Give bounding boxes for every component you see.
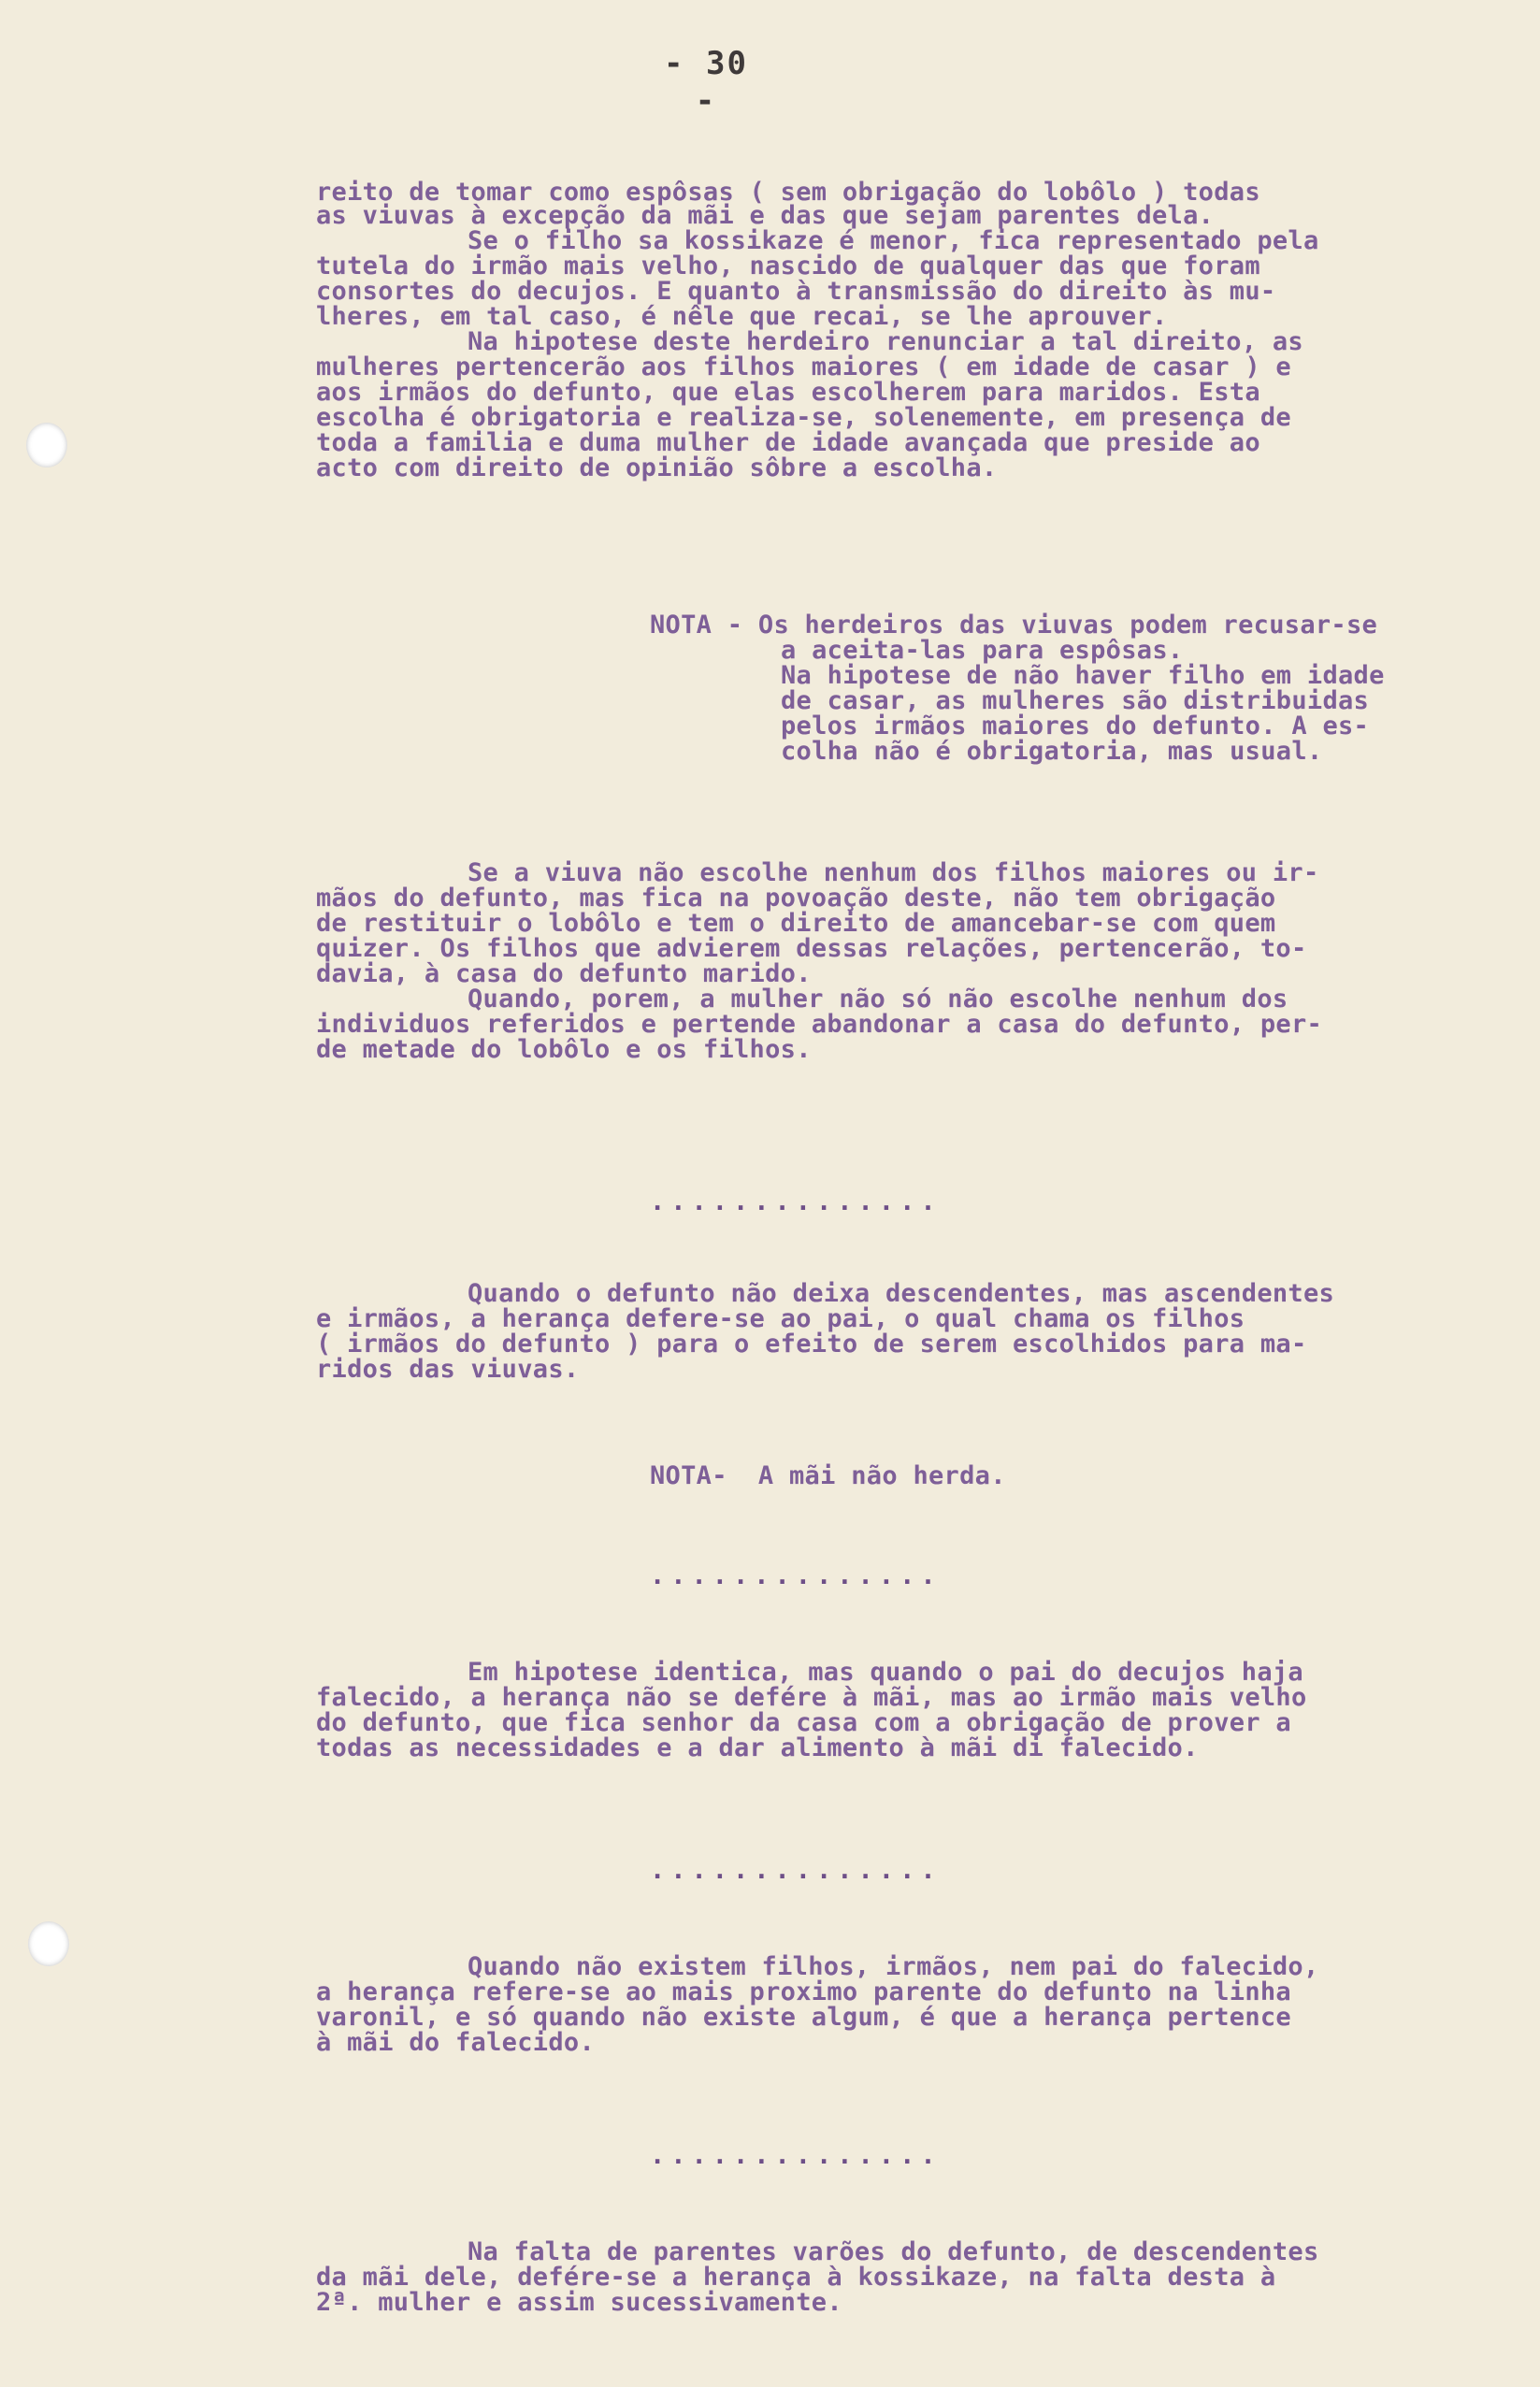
text-line: Quando o defunto não deixa descendentes, mas ascendentes <box>468 1279 1335 1308</box>
note-line: colha não é obrigatoria, mas usual. <box>781 737 1323 766</box>
text-line: Quando, porem, a mulher não só não escolhe nenhum dos <box>468 985 1288 1014</box>
note-line: pelos irmãos maiores do defunto. A es- <box>781 712 1370 741</box>
text-line: lheres, em tal caso, é nêle que recai, se lhe aprouver. <box>316 302 1168 331</box>
text-line: Quando não existem filhos, irmãos, nem pai do falecido, <box>468 1952 1319 1981</box>
text-line: davia, à casa do defunto marido. <box>316 959 812 988</box>
text-line: do defunto, que fica senhor da casa com a obrigação de prover a <box>316 1708 1291 1737</box>
text-line: consortes do decujos. E quanto à transmissão do direito às mu- <box>316 277 1276 306</box>
text-line: ridos das viuvas. <box>316 1355 580 1384</box>
text-line: mulheres pertencerão aos filhos maiores ( em idade de casar ) e <box>316 352 1291 381</box>
text-line: Se a viuva não escolhe nenhum dos filhos maiores ou ir- <box>468 858 1319 887</box>
text-line: Na hipotese deste herdeiro renunciar a tal direito, as <box>468 327 1303 356</box>
text-line: a herança refere-se ao mais proximo parente do defunto na linha <box>316 1977 1291 2006</box>
note-line: NOTA - Os herdeiros das viuvas podem recusar-se <box>650 611 1378 640</box>
text-line: varonil, e só quando não existe algum, é que a herança pertence <box>316 2003 1291 2032</box>
note-line: Na hipotese de não haver filho em idade <box>781 661 1385 690</box>
text-line: todas as necessidades e a dar alimento à mãi di falecido. <box>316 1733 1199 1762</box>
text-line: quizer. Os filhos que advierem dessas relações, pertencerão, to- <box>316 934 1307 963</box>
text-line: escolha é obrigatoria e realiza-se, solenemente, em presença de <box>316 403 1291 432</box>
text-line: acto com direito de opinião sôbre a escolha. <box>316 453 998 482</box>
text-line: falecido, a herança não se defére à mãi, mas ao irmão mais velho <box>316 1683 1307 1712</box>
separator-dots: .............. <box>650 1856 942 1885</box>
text-line: e irmãos, a herança defere-se ao pai, o qual chama os filhos <box>316 1304 1245 1333</box>
text-line: Se o filho sa kossikaze é menor, fica representado pela <box>468 226 1319 255</box>
text-line: à mãi do falecido. <box>316 2028 595 2057</box>
note-line: a aceita-las para espôsas. <box>781 636 1184 665</box>
separator-dots: .............. <box>650 2141 942 2170</box>
separator-dots: .............. <box>650 1187 942 1216</box>
text-line: Na falta de parentes varões do defunto, de descendentes <box>468 2237 1319 2266</box>
punch-hole <box>28 1921 69 1966</box>
text-line: aos irmãos do defunto, que elas escolherem para maridos. Esta <box>316 378 1260 407</box>
text-line: individuos referidos e pertende abandonar a casa do defunto, per- <box>316 1010 1323 1039</box>
note-line: NOTA- A mãi não herda. <box>650 1461 1006 1490</box>
text-line: de restituir o lobôlo e tem o direito de amancebar-se com quem <box>316 909 1276 938</box>
text-line: ( irmãos do defunto ) para o efeito de serem escolhidos para ma- <box>316 1330 1307 1359</box>
note-line: de casar, as mulheres são distribuidas <box>781 686 1370 715</box>
punch-hole <box>26 423 67 467</box>
text-line: da mãi dele, defére-se a herança à kossikaze, na falta desta à <box>316 2263 1276 2292</box>
page-number: - 30 - <box>664 45 748 120</box>
text-line: as viuvas à excepção da mãi e das que sejam parentes dela. <box>316 201 1215 230</box>
text-line: mãos do defunto, mas fica na povoação deste, não tem obrigação <box>316 884 1276 913</box>
text-line: de metade do lobôlo e os filhos. <box>316 1035 812 1064</box>
text-line: toda a familia e duma mulher de idade avançada que preside ao <box>316 428 1260 457</box>
text-line: reito de tomar como espôsas ( sem obrigação do lobôlo ) todas <box>316 178 1260 207</box>
separator-dots: .............. <box>650 1561 942 1590</box>
text-line: 2ª. mulher e assim sucessivamente. <box>316 2288 842 2317</box>
text-line: tutela do irmão mais velho, nascido de qualquer das que foram <box>316 252 1260 280</box>
text-line: Em hipotese identica, mas quando o pai do decujos haja <box>468 1658 1303 1687</box>
